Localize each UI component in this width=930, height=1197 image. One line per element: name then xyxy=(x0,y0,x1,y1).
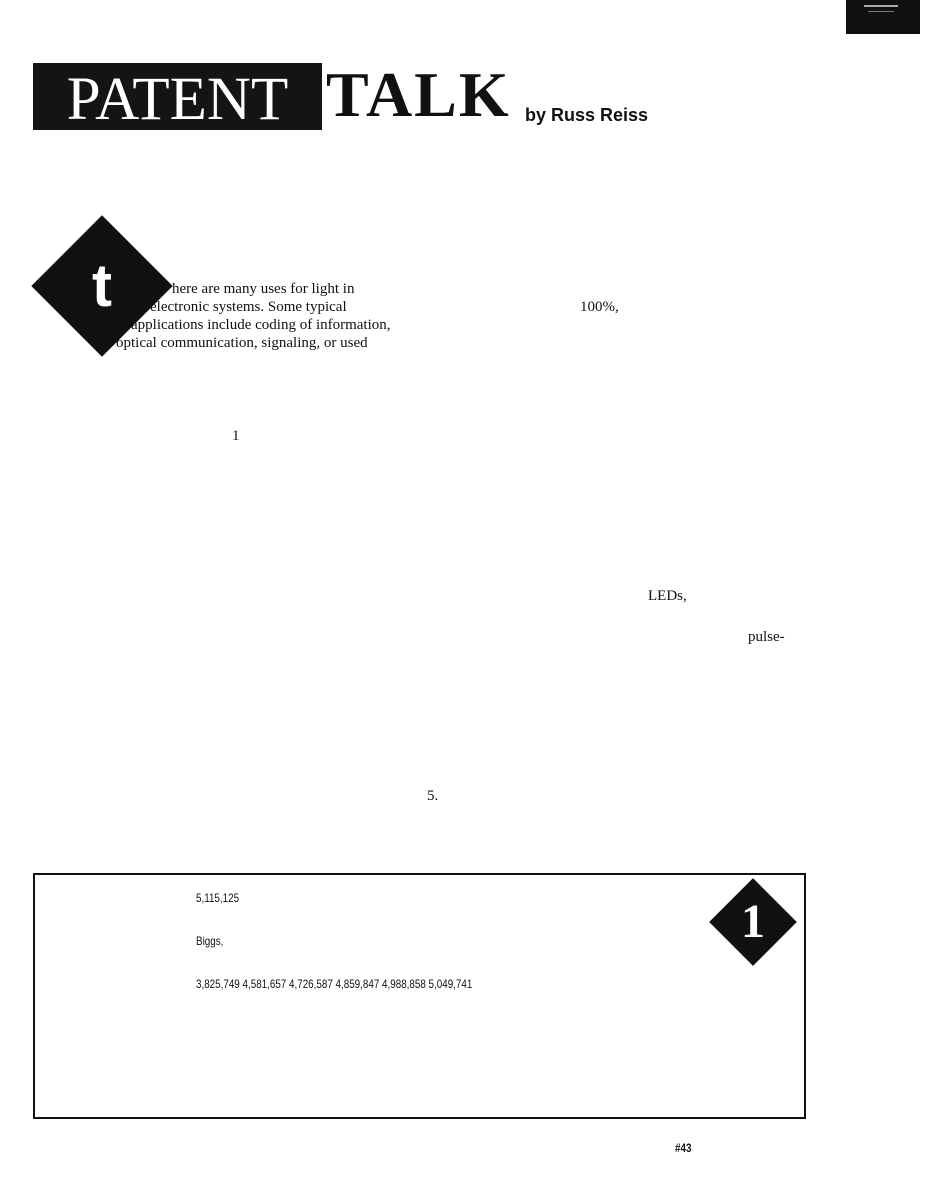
intro-line-4: optical communication, signaling, or used xyxy=(116,335,368,351)
intro-line-2: electronic systems. Some typical xyxy=(150,299,347,315)
patent-inventor: Biggs, xyxy=(196,934,224,948)
patent-badge-number: 1 xyxy=(741,895,765,948)
figure-five-reference: 5. xyxy=(427,788,439,804)
dropcap-letter: t xyxy=(92,252,112,319)
author-byline: by Russ Reiss xyxy=(525,105,649,125)
pulse-fragment: pulse- xyxy=(748,629,785,645)
intro-line-3: applications include coding of information, xyxy=(131,317,391,333)
figure-one-reference: 1 xyxy=(232,428,240,444)
page-number: #43 xyxy=(675,1141,692,1155)
patent-info-box xyxy=(33,873,806,1119)
patent-references: 3,825,749 4,581,657 4,726,587 4,859,847 4,988,858 5,049,741 xyxy=(196,977,473,991)
corner-graphic xyxy=(846,0,920,34)
masthead-boxed-word: PATENT xyxy=(66,66,289,130)
percent-fragment: 100%, xyxy=(580,299,619,315)
intro-line-1: here are many uses for light in xyxy=(172,281,355,297)
leds-fragment: LEDs, xyxy=(648,588,687,604)
patent-number: 5,115,125 xyxy=(196,891,240,905)
masthead-title-box xyxy=(33,63,322,130)
masthead-plain-word: TALK xyxy=(326,59,511,130)
